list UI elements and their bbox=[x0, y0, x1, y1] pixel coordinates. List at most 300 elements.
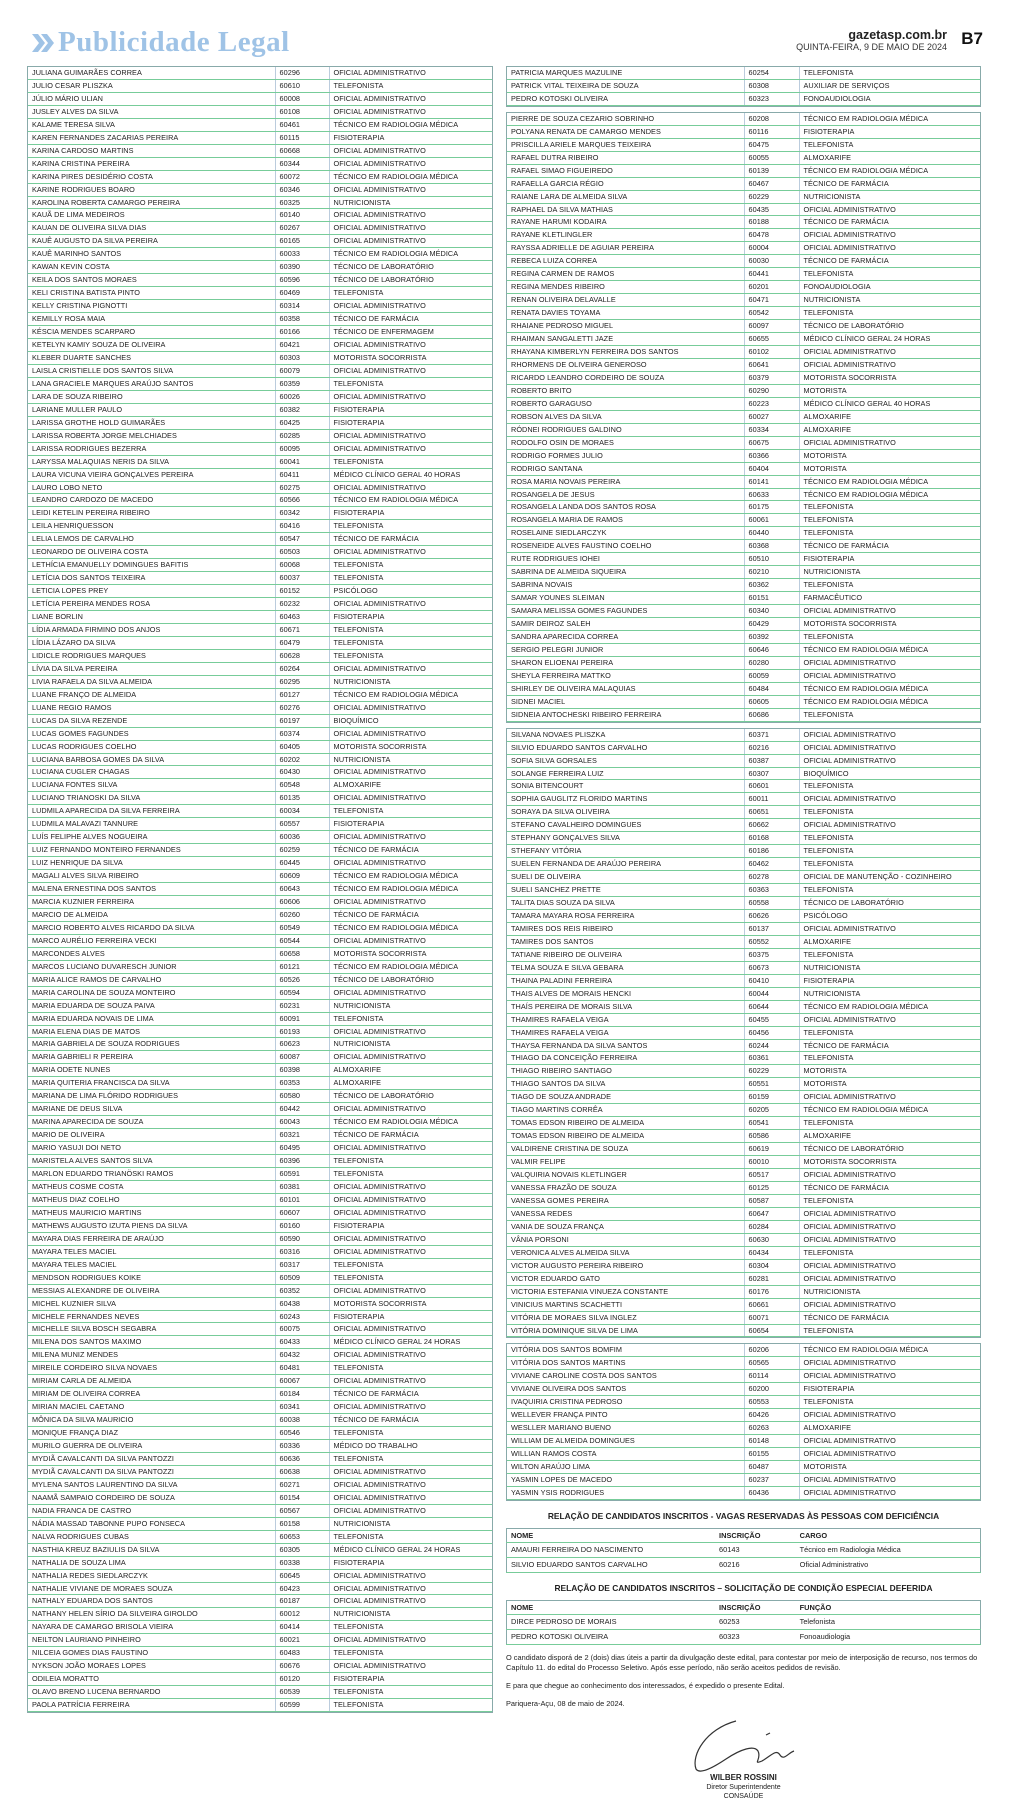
cell-registration: 60594 bbox=[275, 986, 329, 999]
cell-position: OFICIAL ADMINISTRATIVO bbox=[799, 1259, 980, 1272]
cell-registration: 60455 bbox=[744, 1013, 799, 1026]
cell-name: SUELEN FERNANDA DE ARAÚJO PEREIRA bbox=[507, 858, 744, 871]
cell-registration: 60295 bbox=[275, 675, 329, 688]
table-row bbox=[28, 1258, 492, 1271]
cell-name: VALQUIRIA NOVAIS KLETLINGER bbox=[507, 1169, 744, 1182]
table-row bbox=[28, 934, 492, 947]
table-row bbox=[507, 527, 980, 540]
cell-name: LUDMILA APARECIDA DA SILVA FERREIRA bbox=[28, 805, 275, 818]
cell-position: ALMOXARIFE bbox=[329, 1077, 492, 1090]
cell-position: FISIOTERAPIA bbox=[329, 403, 492, 416]
cell-registration: 60253 bbox=[715, 1614, 796, 1629]
cell-position: TELEFONISTA bbox=[799, 884, 980, 897]
table-row bbox=[28, 429, 492, 442]
cell-position: MOTORISTA SOCORRISTA bbox=[799, 371, 980, 384]
cell-position: TÉCNICO EM RADIOLOGIA MÉDICA bbox=[799, 164, 980, 177]
cell-registration: 60323 bbox=[744, 92, 799, 105]
cell-registration: 60619 bbox=[744, 1143, 799, 1156]
cell-name: RODOLFO OSIN DE MORAES bbox=[507, 436, 744, 449]
cell-position: OFICIAL ADMINISTRATIVO bbox=[329, 831, 492, 844]
cell-name: ROBERTO BRITO bbox=[507, 384, 744, 397]
cell-registration: 60114 bbox=[744, 1370, 799, 1383]
cell-name: KARINA CARDOSO MARTINS bbox=[28, 144, 275, 157]
cell-position: TELEFONISTA bbox=[329, 636, 492, 649]
cell-position: OFICIAL ADMINISTRATIVO bbox=[799, 1298, 980, 1311]
cell-position: MOTORISTA SOCORRISTA bbox=[329, 740, 492, 753]
table-row bbox=[28, 714, 492, 727]
cell-registration: 60643 bbox=[275, 883, 329, 896]
table-row bbox=[28, 1582, 492, 1595]
table-row bbox=[28, 1440, 492, 1453]
cell-name: THAIS ALVES DE MORAIS HENCKI bbox=[507, 987, 744, 1000]
cell-position: OFICIAL ADMINISTRATIVO bbox=[799, 1272, 980, 1285]
cell-name: RAFAEL SIMAO FIGUEIREDO bbox=[507, 164, 744, 177]
table-row bbox=[28, 960, 492, 973]
candidate-table bbox=[507, 67, 980, 106]
table-row bbox=[507, 1182, 980, 1195]
cell-position: OFICIAL ADMINISTRATIVO bbox=[799, 346, 980, 359]
table-row bbox=[28, 1427, 492, 1440]
table-row bbox=[28, 494, 492, 507]
table-row bbox=[507, 754, 980, 767]
cell-name: SANDRA APARECIDA CORREA bbox=[507, 630, 744, 643]
cell-position: OFICIAL ADMINISTRATIVO bbox=[799, 242, 980, 255]
cell-registration: 60205 bbox=[744, 1104, 799, 1117]
cell-registration: 60662 bbox=[744, 819, 799, 832]
cell-registration: 60645 bbox=[275, 1569, 329, 1582]
cell-registration: 60653 bbox=[275, 1530, 329, 1543]
section-title: Publicidade Legal bbox=[58, 26, 290, 58]
cell-position: TELEFONISTA bbox=[329, 1271, 492, 1284]
cell-name: LARISSA RODRIGUES BEZERRA bbox=[28, 442, 275, 455]
cell-registration: 60646 bbox=[744, 643, 799, 656]
candidate-table bbox=[28, 67, 492, 1712]
cell-registration: 60673 bbox=[744, 961, 799, 974]
cell-name: RAPHAEL DA SILVA MATHIAS bbox=[507, 203, 744, 216]
cell-registration: 60382 bbox=[275, 403, 329, 416]
cell-position: OFICIAL ADMINISTRATIVO bbox=[799, 1091, 980, 1104]
cell-registration: 60285 bbox=[275, 429, 329, 442]
cell-registration: 60626 bbox=[744, 910, 799, 923]
cell-name: TAMARA MAYARA ROSA FERREIRA bbox=[507, 910, 744, 923]
cell-registration: 60675 bbox=[744, 436, 799, 449]
cell-position: TÉCNICO EM RADIOLOGIA MÉDICA bbox=[329, 883, 492, 896]
table-row bbox=[507, 1220, 980, 1233]
cell-name: MARIA GABRIELI R PEREIRA bbox=[28, 1051, 275, 1064]
table-row bbox=[28, 870, 492, 883]
table-row bbox=[507, 819, 980, 832]
cell-name: STEPHANY GONÇALVES SILVA bbox=[507, 832, 744, 845]
table-row bbox=[507, 695, 980, 708]
table-row bbox=[507, 281, 980, 294]
cell-name: MARCONDES ALVES bbox=[28, 947, 275, 960]
cell-registration: 60036 bbox=[275, 831, 329, 844]
cell-position: NUTRICIONISTA bbox=[799, 961, 980, 974]
table-row bbox=[28, 611, 492, 624]
table-row bbox=[28, 1478, 492, 1491]
cell-registration: 60216 bbox=[744, 741, 799, 754]
table-row bbox=[28, 1647, 492, 1660]
cell-registration: 60280 bbox=[744, 656, 799, 669]
cell-position: MOTORISTA SOCORRISTA bbox=[799, 1156, 980, 1169]
table-row bbox=[507, 669, 980, 682]
table-row bbox=[28, 209, 492, 222]
cell-position: PSICÓLOGO bbox=[799, 910, 980, 923]
cell-position: TELEFONISTA bbox=[799, 858, 980, 871]
cell-position: NUTRICIONISTA bbox=[329, 1038, 492, 1051]
cell-registration: 60551 bbox=[744, 1078, 799, 1091]
cell-registration: 60010 bbox=[744, 1156, 799, 1169]
site-url[interactable]: gazetasp.com.br bbox=[848, 28, 947, 42]
cell-name: TATIANE RIBEIRO DE OLIVEIRA bbox=[507, 948, 744, 961]
cell-name: OLAVO BRENO LUCENA BERNARDO bbox=[28, 1686, 275, 1699]
chevron-double-icon bbox=[32, 32, 56, 54]
cell-position: FISIOTERAPIA bbox=[329, 1556, 492, 1569]
table-row bbox=[507, 307, 980, 320]
cell-position: OFICIAL ADMINISTRATIVO bbox=[329, 792, 492, 805]
cell-registration: 60229 bbox=[744, 190, 799, 203]
cell-position: TÉCNICO EM RADIOLOGIA MÉDICA bbox=[799, 682, 980, 695]
table-row bbox=[28, 1090, 492, 1103]
cell-registration: 60068 bbox=[275, 559, 329, 572]
cell-registration: 60580 bbox=[275, 1090, 329, 1103]
cell-position: MOTORISTA bbox=[799, 1461, 980, 1474]
cell-position: ALMOXARIFE bbox=[329, 1064, 492, 1077]
cell-registration: 60366 bbox=[744, 449, 799, 462]
cell-registration: 60654 bbox=[744, 1324, 799, 1337]
cell-position: TÉCNICO DE LABORATÓRIO bbox=[329, 261, 492, 274]
cell-registration: 60296 bbox=[275, 67, 329, 79]
table-row bbox=[507, 410, 980, 423]
right-column bbox=[506, 66, 981, 1815]
cell-name: MAYARA TELES MACIEL bbox=[28, 1258, 275, 1271]
cell-name: KELLY CRISTINA PIGNOTTI bbox=[28, 300, 275, 313]
cell-position: OFICIAL ADMINISTRATIVO bbox=[329, 1375, 492, 1388]
cell-name: VERONICA ALVES ALMEIDA SILVA bbox=[507, 1246, 744, 1259]
table-row bbox=[28, 1193, 492, 1206]
cell-position: TÉCNICO EM RADIOLOGIA MÉDICA bbox=[329, 688, 492, 701]
cell-position: TELEFONISTA bbox=[799, 1194, 980, 1207]
cell-name: LARA DE SOUZA RIBEIRO bbox=[28, 390, 275, 403]
cell-name: MILENA DOS SANTOS MAXIMO bbox=[28, 1336, 275, 1349]
cell-name: LEANDRO CARDOZO DE MACEDO bbox=[28, 494, 275, 507]
table-row bbox=[507, 436, 980, 449]
cell-name: LUCIANA FONTES SILVA bbox=[28, 779, 275, 792]
cell-registration: 60197 bbox=[275, 714, 329, 727]
table-row bbox=[28, 1336, 492, 1349]
cell-name: YASMIN LOPES DE MACEDO bbox=[507, 1473, 744, 1486]
cell-position: OFICIAL ADMINISTRATIVO bbox=[799, 358, 980, 371]
table-row bbox=[507, 1473, 980, 1486]
cell-registration: 60517 bbox=[744, 1169, 799, 1182]
cell-name: VITÓRIA DOS SANTOS BOMFIM bbox=[507, 1344, 744, 1356]
cell-name: LUCAS RODRIGUES COELHO bbox=[28, 740, 275, 753]
cell-name: REGINA CARMEN DE RAMOS bbox=[507, 268, 744, 281]
cell-position: TELEFONISTA bbox=[329, 455, 492, 468]
cell-position: OFICIAL ADMINISTRATIVO bbox=[329, 1660, 492, 1673]
cell-position: TELEFONISTA bbox=[799, 1396, 980, 1409]
table-row bbox=[28, 598, 492, 611]
cell-registration: 60243 bbox=[275, 1310, 329, 1323]
cell-registration: 60344 bbox=[275, 157, 329, 170]
cell-registration: 60216 bbox=[715, 1557, 796, 1572]
candidate-table bbox=[507, 113, 980, 722]
cell-registration: 60232 bbox=[275, 598, 329, 611]
table-row bbox=[28, 105, 492, 118]
table-row bbox=[507, 1039, 980, 1052]
cell-position: TÉCNICO DE FARMÁCIA bbox=[799, 177, 980, 190]
cell-position: OFICIAL ADMINISTRATIVO bbox=[329, 1025, 492, 1038]
cell-name: NADIA FRANCA DE CASTRO bbox=[28, 1504, 275, 1517]
cell-registration: 60668 bbox=[275, 144, 329, 157]
cell-name: MYLENA SANTOS LAURENTINO DA SILVA bbox=[28, 1478, 275, 1491]
cell-registration: 60379 bbox=[744, 371, 799, 384]
cell-registration: 60101 bbox=[275, 1193, 329, 1206]
cell-name: KAUAN DE OLIVEIRA SILVA DIAS bbox=[28, 222, 275, 235]
cell-name: LIVIA RAFAELA DA SILVA ALMEIDA bbox=[28, 675, 275, 688]
table-row bbox=[507, 333, 980, 346]
cell-name: VICTORIA ESTEFANIA VINUEZA CONSTANTE bbox=[507, 1285, 744, 1298]
cell-name: MARCIO ROBERTO ALVES RICARDO DA SILVA bbox=[28, 921, 275, 934]
cell-name: MARIA EDUARDA DE SOUZA PAIVA bbox=[28, 999, 275, 1012]
cell-position: TÉCNICO DE LABORATÓRIO bbox=[799, 320, 980, 333]
cell-position: FISIOTERAPIA bbox=[329, 131, 492, 144]
cell-name: LETICIA LOPES PREY bbox=[28, 585, 275, 598]
cell-position: TÉCNICO DE FARMÁCIA bbox=[799, 540, 980, 553]
cell-registration: 60159 bbox=[744, 1091, 799, 1104]
cell-name: JULIO CESAR PLISZKA bbox=[28, 79, 275, 92]
table-row bbox=[507, 1557, 981, 1572]
table-row bbox=[507, 177, 980, 190]
table-row bbox=[28, 390, 492, 403]
cell-registration: 60284 bbox=[744, 1220, 799, 1233]
cell-name: SOLANGE FERREIRA LUIZ bbox=[507, 767, 744, 780]
cell-name: NAAMÃ SAMPAIO CORDEIRO DE SOUZA bbox=[28, 1491, 275, 1504]
cell-registration: 60483 bbox=[275, 1647, 329, 1660]
col-header-name: NOME bbox=[507, 1600, 716, 1614]
cell-position: FISIOTERAPIA bbox=[799, 974, 980, 987]
cell-registration: 60390 bbox=[275, 261, 329, 274]
cell-name: KAUÃ DE LIMA MEDEIROS bbox=[28, 209, 275, 222]
cell-registration: 60371 bbox=[744, 729, 799, 741]
cell-name: NYKSON JOÃO MORAES LOPES bbox=[28, 1660, 275, 1673]
cell-name: THIAGO SANTOS DA SILVA bbox=[507, 1078, 744, 1091]
table-row bbox=[507, 79, 980, 92]
cell-position: MÉDICO DO TRABALHO bbox=[329, 1440, 492, 1453]
cell-position: OFICIAL ADMINISTRATIVO bbox=[799, 1370, 980, 1383]
cell-registration: 60638 bbox=[275, 1465, 329, 1478]
cell-position: NUTRICIONISTA bbox=[799, 1285, 980, 1298]
cell-registration: 60325 bbox=[275, 196, 329, 209]
cell-name: NATHALIA DE SOUZA LIMA bbox=[28, 1556, 275, 1569]
cell-name: MICHEL KUZNIER SILVA bbox=[28, 1297, 275, 1310]
cell-registration: 60166 bbox=[275, 326, 329, 339]
cell-position: TELEFONISTA bbox=[329, 1621, 492, 1634]
cell-name: MARIANA DE LIMA FLÓRIDO RODRIGUES bbox=[28, 1090, 275, 1103]
cell-registration: 60462 bbox=[744, 858, 799, 871]
cell-position: OFICIAL ADMINISTRATIVO bbox=[329, 1180, 492, 1193]
cell-name: DIRCE PEDROSO DE MORAIS bbox=[507, 1614, 716, 1629]
table-row bbox=[507, 729, 980, 741]
cell-registration: 60193 bbox=[275, 1025, 329, 1038]
cell-position: OFICIAL ADMINISTRATIVO bbox=[799, 1207, 980, 1220]
cell-registration: 60358 bbox=[275, 313, 329, 326]
cell-registration: 60290 bbox=[744, 384, 799, 397]
cell-registration: 60148 bbox=[744, 1435, 799, 1448]
cell-position: MOTORISTA SOCORRISTA bbox=[329, 1297, 492, 1310]
cell-registration: 60208 bbox=[744, 113, 799, 125]
cell-position: TELEFONISTA bbox=[799, 1026, 980, 1039]
cell-position: TELEFONISTA bbox=[799, 1324, 980, 1337]
cell-position: FISIOTERAPIA bbox=[799, 1383, 980, 1396]
table-row bbox=[28, 818, 492, 831]
cell-name: SILVANA NOVAES PLISZKA bbox=[507, 729, 744, 741]
table-row bbox=[507, 423, 980, 436]
cell-registration: 60338 bbox=[275, 1556, 329, 1569]
cell-position: FISIOTERAPIA bbox=[329, 416, 492, 429]
cell-position: OFICIAL ADMINISTRATIVO bbox=[799, 819, 980, 832]
cell-registration: 60567 bbox=[275, 1504, 329, 1517]
especial-title: RELAÇÃO DE CANDIDATOS INSCRITOS – SOLICITAÇÃO DE CONDIÇÃO ESPECIAL DEFERIDA bbox=[554, 1582, 933, 1593]
table-row bbox=[507, 630, 980, 643]
cell-registration: 60509 bbox=[275, 1271, 329, 1284]
cell-registration: 60137 bbox=[744, 922, 799, 935]
cell-position: TÉCNICO DE LABORATÓRIO bbox=[799, 1143, 980, 1156]
cell-registration: 60229 bbox=[744, 1065, 799, 1078]
cell-registration: 60186 bbox=[744, 845, 799, 858]
cell-registration: 60304 bbox=[744, 1259, 799, 1272]
cell-position: TÉCNICO DE LABORATÓRIO bbox=[329, 274, 492, 287]
table-row bbox=[28, 688, 492, 701]
table-row bbox=[28, 1271, 492, 1284]
cell-registration: 60661 bbox=[744, 1298, 799, 1311]
table-row bbox=[28, 1517, 492, 1530]
table-row bbox=[507, 553, 980, 566]
cell-registration: 60410 bbox=[744, 974, 799, 987]
cell-registration: 60544 bbox=[275, 934, 329, 947]
table-row bbox=[28, 287, 492, 300]
cell-registration: 60151 bbox=[744, 592, 799, 605]
cell-position: OFICIAL ADMINISTRATIVO bbox=[799, 605, 980, 618]
cell-registration: 60259 bbox=[275, 844, 329, 857]
cell-registration: 60658 bbox=[275, 947, 329, 960]
cell-registration: 60308 bbox=[744, 79, 799, 92]
cell-registration: 60363 bbox=[744, 884, 799, 897]
table-row bbox=[28, 313, 492, 326]
cell-name: KAWAN KEVIN COSTA bbox=[28, 261, 275, 274]
cell-position: TÉCNICO DE FARMÁCIA bbox=[329, 533, 492, 546]
table-row bbox=[28, 1569, 492, 1582]
cell-registration: 60421 bbox=[275, 339, 329, 352]
cell-name: PATRICK VITAL TEIXEIRA DE SOUZA bbox=[507, 79, 744, 92]
table-row bbox=[28, 1051, 492, 1064]
cell-position: TÉCNICO EM RADIOLOGIA MÉDICA bbox=[329, 494, 492, 507]
table-row bbox=[507, 1078, 980, 1091]
cell-registration: 60021 bbox=[275, 1634, 329, 1647]
cell-name: VALMIR FELIPE bbox=[507, 1156, 744, 1169]
cell-registration: 60334 bbox=[744, 423, 799, 436]
cell-position: MÉDICO CLÍNICO GERAL 24 HORAS bbox=[329, 1336, 492, 1349]
cell-registration: 60340 bbox=[744, 605, 799, 618]
cell-registration: 60591 bbox=[275, 1168, 329, 1181]
table-row bbox=[507, 346, 980, 359]
cell-position: OFICIAL ADMINISTRATIVO bbox=[799, 436, 980, 449]
cell-registration: 60441 bbox=[744, 268, 799, 281]
cell-name: MONIQUE FRANÇA DIAZ bbox=[28, 1427, 275, 1440]
cell-name: THAMIRES RAFAELA VEIGA bbox=[507, 1026, 744, 1039]
cell-name: VANESSA REDES bbox=[507, 1207, 744, 1220]
cell-name: RUTE RODRIGUES IOHEI bbox=[507, 553, 744, 566]
cell-name: WESLLER MARIANO BUENO bbox=[507, 1422, 744, 1435]
cell-position: OFICIAL ADMINISTRATIVO bbox=[799, 793, 980, 806]
cell-position: TÉCNICO EM RADIOLOGIA MÉDICA bbox=[799, 1000, 980, 1013]
cell-position: OFICIAL ADMINISTRATIVO bbox=[799, 669, 980, 682]
table-row bbox=[28, 1504, 492, 1517]
cell-position: OFICIAL ADMINISTRATIVO bbox=[329, 442, 492, 455]
cell-registration: 60605 bbox=[744, 695, 799, 708]
cell-name: TIAGO MARTINS CORRÊA bbox=[507, 1104, 744, 1117]
table-row bbox=[507, 229, 980, 242]
cell-position: TÉCNICO EM RADIOLOGIA MÉDICA bbox=[799, 113, 980, 125]
cell-name: SONIA BITENCOURT bbox=[507, 780, 744, 793]
cell-position: OFICIAL ADMINISTRATIVO bbox=[329, 105, 492, 118]
table-row bbox=[507, 961, 980, 974]
cell-registration: 60623 bbox=[275, 1038, 329, 1051]
table-row bbox=[28, 1245, 492, 1258]
cell-registration: 60398 bbox=[275, 1064, 329, 1077]
cell-registration: 60139 bbox=[744, 164, 799, 177]
cell-position: TELEFONISTA bbox=[329, 377, 492, 390]
table-row bbox=[507, 462, 980, 475]
cell-registration: 60108 bbox=[275, 105, 329, 118]
cell-position: OFICIAL ADMINISTRATIVO bbox=[329, 390, 492, 403]
cell-registration: 60547 bbox=[275, 533, 329, 546]
cell-position: OFICIAL ADMINISTRATIVO bbox=[799, 1233, 980, 1246]
cell-name: AMAURI FERREIRA DO NASCIMENTO bbox=[507, 1542, 716, 1557]
cell-position: OFICIAL ADMINISTRATIVO bbox=[329, 1103, 492, 1116]
cell-registration: 60542 bbox=[744, 307, 799, 320]
cell-registration: 60416 bbox=[275, 520, 329, 533]
cell-registration: 60429 bbox=[744, 618, 799, 631]
cell-position: TÉCNICO EM RADIOLOGIA MÉDICA bbox=[329, 118, 492, 131]
cell-name: RENAN OLIVEIRA DELAVALLE bbox=[507, 294, 744, 307]
cell-registration: 60596 bbox=[275, 274, 329, 287]
cell-registration: 60405 bbox=[275, 740, 329, 753]
cell-name: SABRINA NOVAIS bbox=[507, 579, 744, 592]
cell-name: THAINA PALADINI FERREIRA bbox=[507, 974, 744, 987]
cell-position: TELEFONISTA bbox=[799, 514, 980, 527]
cell-name: LUCAS GOMES FAGUNDES bbox=[28, 727, 275, 740]
cell-position: OFICIAL ADMINISTRATIVO bbox=[329, 598, 492, 611]
cell-name: VÂNIA PORSONI bbox=[507, 1233, 744, 1246]
cell-name: ROSANGELA LANDA DOS SANTOS ROSA bbox=[507, 501, 744, 514]
cell-name: ROBERTO GARAGUSO bbox=[507, 397, 744, 410]
cell-name: MESSIAS ALEXANDRE DE OLIVEIRA bbox=[28, 1284, 275, 1297]
cell-name: TOMAS EDSON RIBEIRO DE ALMEIDA bbox=[507, 1117, 744, 1130]
cell-registration: 60647 bbox=[744, 1207, 799, 1220]
table-row bbox=[507, 1026, 980, 1039]
cell-position: FISIOTERAPIA bbox=[799, 553, 980, 566]
cell-name: MYDIÃ CAVALCANTI DA SILVA PANTOZZI bbox=[28, 1465, 275, 1478]
cell-position: TÉCNICO DE ENFERMAGEM bbox=[329, 326, 492, 339]
cell-name: SHIRLEY DE OLIVEIRA MALAQUIAS bbox=[507, 682, 744, 695]
cell-name: LÍVIA DA SILVA PEREIRA bbox=[28, 662, 275, 675]
cell-registration: 60188 bbox=[744, 216, 799, 229]
cell-name: IVAQUIRIA CRISTINA PEDROSO bbox=[507, 1396, 744, 1409]
cell-position: FISIOTERAPIA bbox=[329, 1219, 492, 1232]
cell-position: MOTORISTA bbox=[799, 1078, 980, 1091]
table-row bbox=[507, 1344, 980, 1356]
